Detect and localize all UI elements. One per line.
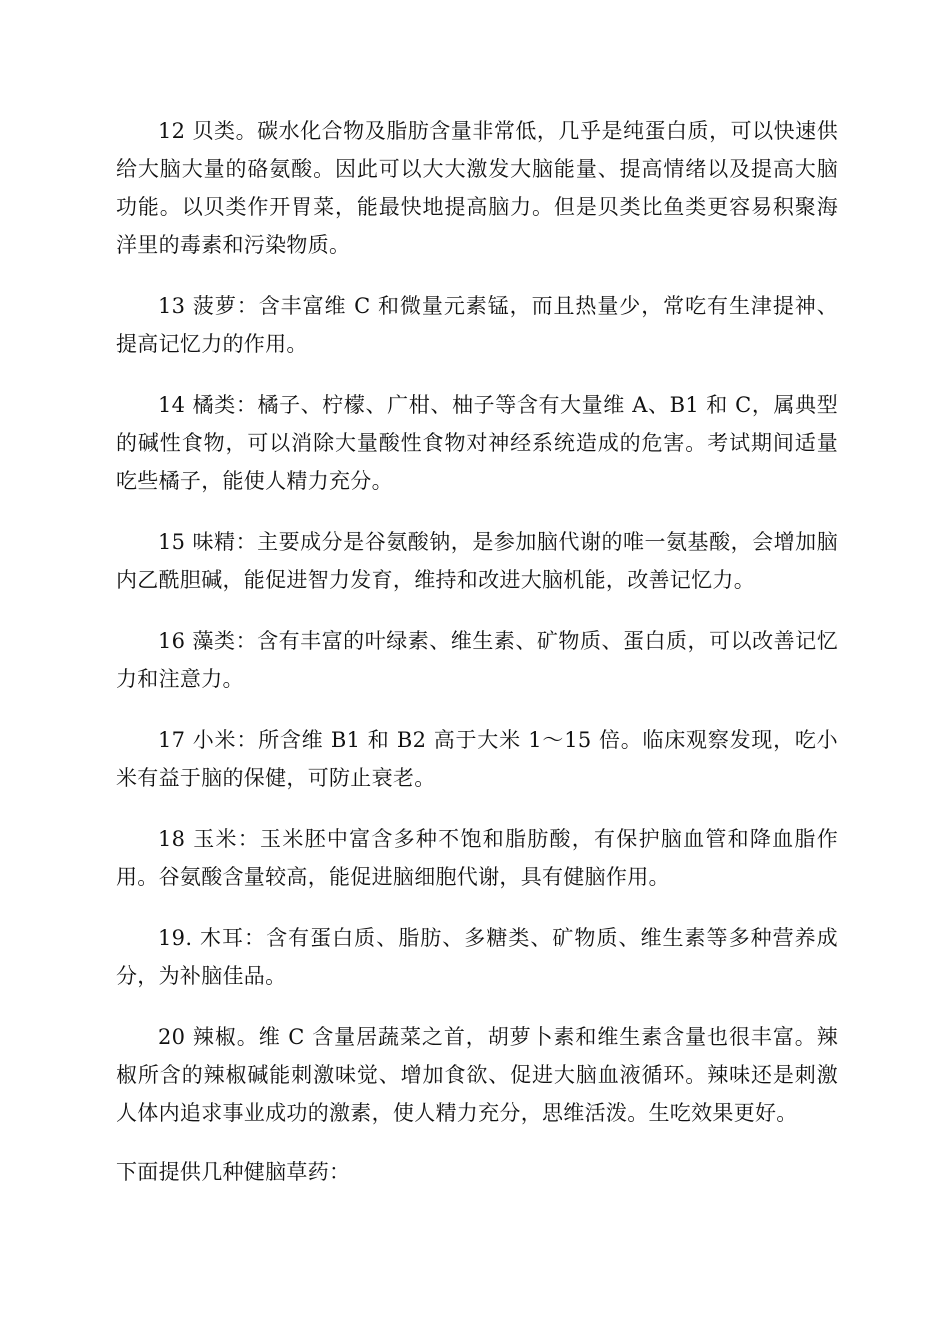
closing-line: 下面提供几种健脑草药：: [116, 1160, 351, 1184]
paragraph-millet: 17 小米：所含维 B1 和 B2 高于大米 1～15 倍。临床观察发现，吃小米有益于脑的保健，可防止衰老。: [116, 728, 838, 790]
paragraph-corn: 18 玉米：玉米胚中富含多种不饱和脂肪酸，有保护脑血管和降血脂作用。谷氨酸含量较高，能促进脑细胞代谢，具有健脑作用。: [116, 827, 838, 889]
paragraph-algae: 16 藻类：含有丰富的叶绿素、维生素、矿物质、蛋白质，可以改善记忆力和注意力。: [116, 629, 838, 691]
paragraph-msg: 15 味精：主要成分是谷氨酸钠，是参加脑代谢的唯一氨基酸，会增加脑内乙酰胆碱，能促进智力发育，维持和改进大脑机能，改善记忆力。: [116, 530, 838, 592]
paragraph-chili: 20 辣椒。维 C 含量居蔬菜之首，胡萝卜素和维生素含量也很丰富。辣椒所含的辣椒碱能刺激味觉、增加食欲、促进大脑血液循环。辣味还是刺激人体内追求事业成功的激素，使人精力充分，思维活泼。生吃效果更好。: [116, 1025, 838, 1125]
paragraph-fungus: 19. 木耳：含有蛋白质、脂肪、多糖类、矿物质、维生素等多种营养成分，为补脑佳品。: [116, 926, 838, 988]
paragraph-citrus: 14 橘类：橘子、柠檬、广柑、柚子等含有大量维 A、B1 和 C，属典型的碱性食物，可以消除大量酸性食物对神经系统造成的危害。考试期间适量吃些橘子，能使人精力充分。: [116, 393, 838, 493]
paragraph-pineapple: 13 菠萝：含丰富维 C 和微量元素锰，而且热量少，常吃有生津提神、提高记忆力的作用。: [116, 294, 838, 356]
document-body: [116, 112, 838, 1214]
paragraph-shellfish: 12 贝类。碳水化合物及脂肪含量非常低，几乎是纯蛋白质，可以快速供给大脑大量的硌氨酸。因此可以大大激发大脑能量、提高情绪以及提高大脑功能。以贝类作开胃菜，能最快地提高脑力。但是贝类比鱼类更容易积聚海洋里的毒素和污染物质。: [116, 119, 838, 257]
